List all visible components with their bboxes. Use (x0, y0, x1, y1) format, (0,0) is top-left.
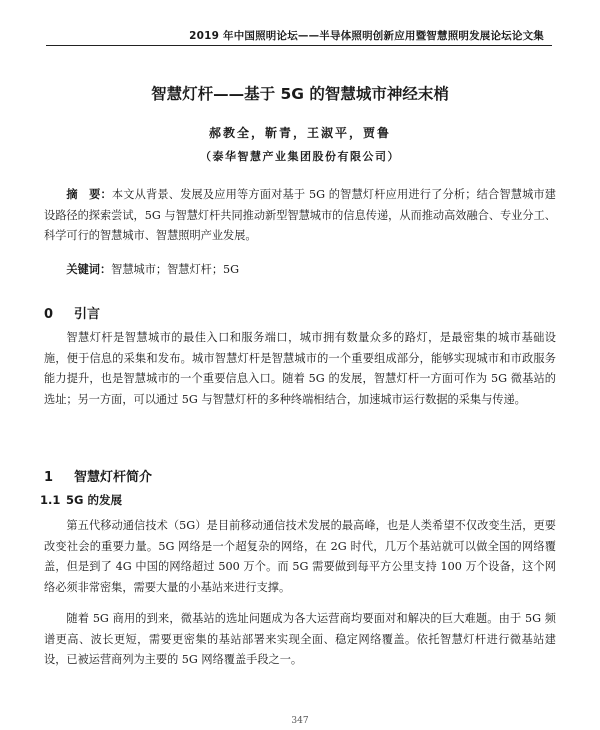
section-number: 0 (44, 307, 54, 322)
keywords (44, 259, 556, 281)
affiliation: （泰华智慧产业集团股份有限公司） (200, 150, 400, 163)
subsection-heading-1-1 (40, 492, 122, 508)
paper-title: 智慧灯杆——基于 5G 的智慧城市神经末梢 (151, 85, 449, 104)
keywords-text: 智慧城市；智慧灯杆；5G (111, 263, 240, 276)
section-heading-1 (44, 466, 152, 485)
abstract-text: 本文从背景、发展及应用等方面对基于 5G 的智慧灯杆应用进行了分析；结合智慧城市建设路径的探索尝试，5G 与智慧灯杆共同推动新型智慧城市的信息传递，从而推动高效融合、专业分工、科学可行的智慧城市、智慧照明产业发展。 (44, 188, 556, 242)
section-title: 引言 (74, 307, 101, 322)
subsection-1-1-paragraph-1: 第五代移动通信技术（5G）是目前移动通信技术发展的最高峰，也是人类希望不仅改变生活，更要改变社会的重要力量。5G 网络是一个超复杂的网络，在 2G 时代，几万个基站就可以做全国的网络覆盖，但是到了 4G 中国的网络超过 500 万个。而 5G 需要做到每平方公里支持 100 万个设备，这个网络必须非常密集，需要大量的小基站来进行支撑。 (44, 519, 556, 594)
section-number: 1 (44, 470, 54, 485)
authors: 郝教全，靳青，王淑平，贾鲁 (208, 126, 391, 140)
subsection-title: 5G 的发展 (66, 493, 122, 507)
subsection-1-1-paragraph-2: 随着 5G 商用的到来，微基站的选址问题成为各大运营商均要面对和解决的巨大难题。由于 5G 频谱更高、波长更短，需要更密集的基站部署来实现全面、稳定网络覆盖。依托智慧灯杆进行微基站建设，已被运营商列为主要的 5G 网络覆盖手段之一。 (44, 612, 556, 666)
subsection-number: 1.1 (40, 493, 61, 507)
section-title: 智慧灯杆简介 (74, 470, 153, 485)
abstract-label: 摘 要： (66, 187, 112, 201)
keywords-label: 关键词： (66, 262, 112, 276)
abstract (44, 184, 556, 247)
page-number: 347 (291, 716, 309, 726)
section-heading-0 (44, 303, 100, 322)
section-0-paragraph: 智慧灯杆是智慧城市的最佳入口和服务端口，城市拥有数量众多的路灯，是最密集的城市基础设施，便于信息的采集和发布。城市智慧灯杆是智慧城市的一个重要组成部分，能够实现城市和市政服务能力提升，也是智慧城市的一个重要信息入口。随着 5G 的发展，智慧灯杆一方面可作为 5G 微基站的选址；另一方面，可以通过 5G 与智慧灯杆的多种终端相结合，加速城市运行数据的采集与传递。 (44, 331, 556, 406)
header-rule (46, 45, 552, 46)
running-header: 2019 年中国照明论坛——半导体照明创新应用暨智慧照明发展论坛论文集 (189, 30, 544, 42)
